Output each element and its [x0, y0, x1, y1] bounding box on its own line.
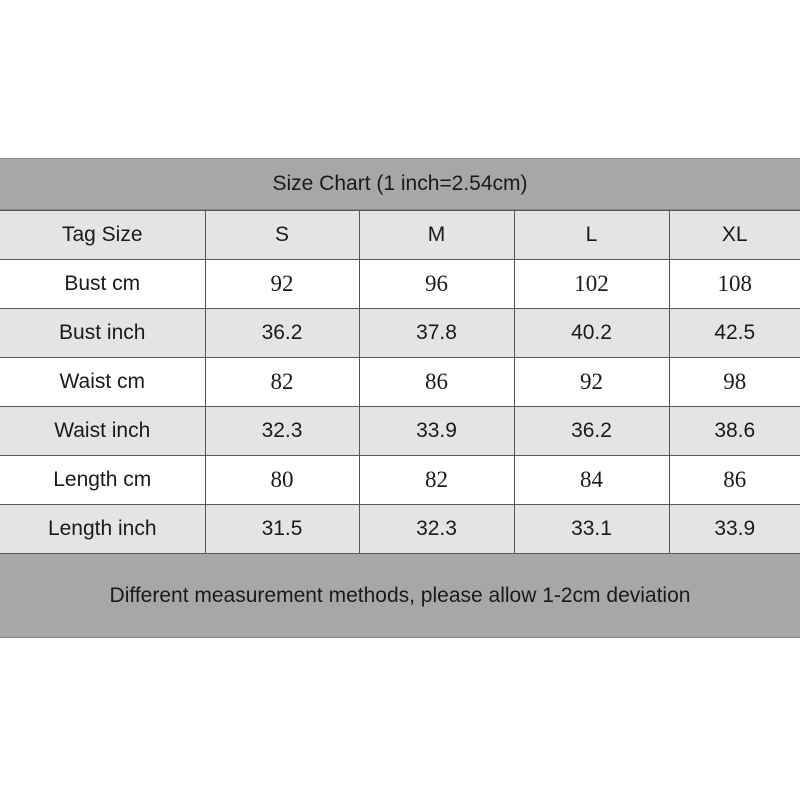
table-cell: 33.9	[669, 505, 800, 554]
table-cell: 42.5	[669, 309, 800, 358]
size-l-header: L	[514, 211, 669, 260]
table-row-bust-inch	[0, 309, 800, 358]
table-cell: 102	[514, 260, 669, 309]
size-chart	[0, 158, 800, 638]
table-cell: 108	[669, 260, 800, 309]
table-row-bust-cm	[0, 260, 800, 309]
row-label: Bust cm	[0, 260, 205, 309]
table-cell: 37.8	[359, 309, 514, 358]
row-label: Bust inch	[0, 309, 205, 358]
table-cell: 86	[669, 456, 800, 505]
table-cell: 36.2	[205, 309, 359, 358]
table-cell: 32.3	[359, 505, 514, 554]
row-label: Waist cm	[0, 358, 205, 407]
chart-title: Size Chart (1 inch=2.54cm)	[0, 158, 800, 210]
size-xl-header: XL	[669, 211, 800, 260]
size-m-header: M	[359, 211, 514, 260]
table-row-waist-cm	[0, 358, 800, 407]
table-cell: 36.2	[514, 407, 669, 456]
tag-size-label: Tag Size	[0, 211, 205, 260]
table-cell: 40.2	[514, 309, 669, 358]
table-cell: 92	[514, 358, 669, 407]
table-cell: 33.1	[514, 505, 669, 554]
table-cell: 96	[359, 260, 514, 309]
table-cell: 82	[359, 456, 514, 505]
table-row-waist-inch	[0, 407, 800, 456]
table-cell: 84	[514, 456, 669, 505]
size-s-header: S	[205, 211, 359, 260]
table-cell: 86	[359, 358, 514, 407]
table-cell: 38.6	[669, 407, 800, 456]
table-cell: 98	[669, 358, 800, 407]
table-cell: 33.9	[359, 407, 514, 456]
row-label: Length inch	[0, 505, 205, 554]
table-cell: 32.3	[205, 407, 359, 456]
size-table	[0, 210, 800, 554]
table-cell: 80	[205, 456, 359, 505]
table-row-length-cm	[0, 456, 800, 505]
table-cell: 82	[205, 358, 359, 407]
row-label: Waist inch	[0, 407, 205, 456]
table-cell: 92	[205, 260, 359, 309]
deviation-note: Different measurement methods, please allow 1-2cm deviation	[0, 554, 800, 638]
row-label: Length cm	[0, 456, 205, 505]
table-cell: 31.5	[205, 505, 359, 554]
header-row	[0, 211, 800, 260]
table-row-length-inch	[0, 505, 800, 554]
